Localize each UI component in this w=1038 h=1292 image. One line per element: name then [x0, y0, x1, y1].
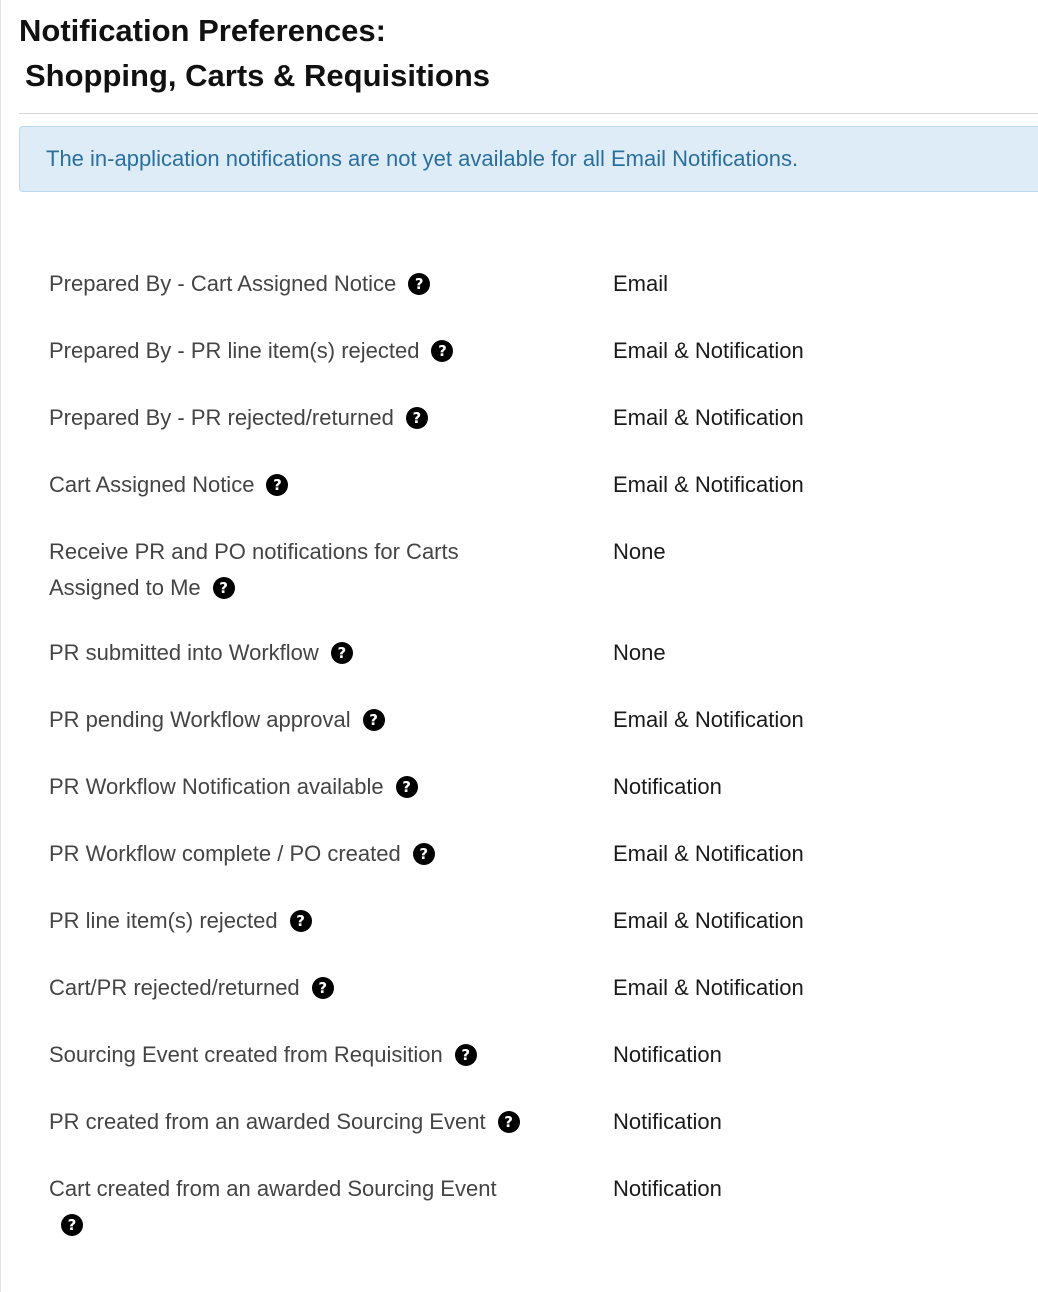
- preference-value: Email: [613, 271, 669, 296]
- preference-row: [49, 970, 1029, 1037]
- preference-label-text: PR created from an awarded Sourcing Event: [49, 1109, 486, 1134]
- preference-row: [49, 702, 1029, 769]
- preference-list: [49, 266, 1029, 1238]
- preference-label: [49, 1171, 529, 1243]
- preference-label-text: PR Workflow complete / PO created: [49, 841, 401, 866]
- info-alert-text: The in-application notifications are not yet available for all Email Notifications.: [46, 146, 799, 171]
- page-title-line-2: Shopping, Carts & Requisitions: [25, 58, 491, 93]
- preference-row: [49, 534, 1029, 635]
- preference-label: [49, 467, 529, 503]
- preference-label-text: Prepared By - PR line item(s) rejected: [49, 338, 420, 363]
- preference-value: Email & Notification: [613, 841, 804, 866]
- preference-label-text: Cart/PR rejected/returned: [49, 975, 300, 1000]
- question-circle-icon[interactable]: ?: [406, 407, 428, 429]
- question-circle-icon[interactable]: ?: [455, 1044, 477, 1066]
- question-circle-icon[interactable]: ?: [408, 273, 430, 295]
- preference-label-text: Sourcing Event created from Requisition: [49, 1042, 443, 1067]
- preference-label: [49, 534, 529, 606]
- question-circle-icon[interactable]: ?: [290, 910, 312, 932]
- preference-label: [49, 400, 529, 436]
- preference-row: [49, 1037, 1029, 1104]
- preference-label: [49, 1037, 529, 1073]
- preference-value: Email & Notification: [613, 338, 804, 363]
- preference-value: Notification: [613, 1109, 722, 1134]
- preference-label-text: PR pending Workflow approval: [49, 707, 351, 732]
- question-circle-icon[interactable]: ?: [413, 843, 435, 865]
- preference-label-text: PR Workflow Notification available: [49, 774, 384, 799]
- question-circle-icon[interactable]: ?: [498, 1111, 520, 1133]
- preference-label: [49, 1104, 529, 1140]
- preference-row: [49, 836, 1029, 903]
- preference-label: [49, 333, 529, 369]
- question-circle-icon[interactable]: ?: [312, 977, 334, 999]
- preference-label-text: Cart Assigned Notice: [49, 472, 255, 497]
- question-circle-icon[interactable]: ?: [61, 1214, 83, 1236]
- preference-label-text: Cart created from an awarded Sourcing Event: [49, 1176, 497, 1201]
- info-alert: [19, 126, 1038, 192]
- preference-label-text: Prepared By - PR rejected/returned: [49, 405, 394, 430]
- preference-value: Email & Notification: [613, 405, 804, 430]
- preference-row: [49, 266, 1029, 333]
- preference-row: [49, 769, 1029, 836]
- question-circle-icon[interactable]: ?: [431, 340, 453, 362]
- preference-label-text: PR line item(s) rejected: [49, 908, 278, 933]
- preference-value: None: [613, 539, 666, 564]
- preference-value: Email & Notification: [613, 975, 804, 1000]
- question-circle-icon[interactable]: ?: [213, 577, 235, 599]
- preference-value: Email & Notification: [613, 472, 804, 497]
- preference-row: [49, 333, 1029, 400]
- title-divider: [19, 113, 1038, 114]
- preference-row: [49, 903, 1029, 970]
- preference-label: [49, 970, 529, 1006]
- preference-value: Notification: [613, 774, 722, 799]
- preference-label: [49, 836, 529, 872]
- preference-value: Notification: [613, 1176, 722, 1201]
- preference-row: [49, 467, 1029, 534]
- preference-label-text: PR submitted into Workflow: [49, 640, 319, 665]
- preference-value: Email & Notification: [613, 908, 804, 933]
- preference-row: [49, 400, 1029, 467]
- preference-row: [49, 635, 1029, 702]
- preference-label-text: Prepared By - Cart Assigned Notice: [49, 271, 397, 296]
- question-circle-icon[interactable]: ?: [363, 709, 385, 731]
- preference-label: [49, 903, 529, 939]
- left-border: [0, 0, 1, 1292]
- question-circle-icon[interactable]: ?: [331, 642, 353, 664]
- preference-value: Email & Notification: [613, 707, 804, 732]
- preference-label: [49, 266, 529, 302]
- preference-value: None: [613, 640, 666, 665]
- preference-row: [49, 1171, 1029, 1238]
- preference-value: Notification: [613, 1042, 722, 1067]
- preference-row: [49, 1104, 1029, 1171]
- page-title-line-1: Notification Preferences:: [19, 13, 386, 48]
- preference-label-text: Receive PR and PO notifications for Carts Assigned to Me: [49, 539, 459, 600]
- question-circle-icon[interactable]: ?: [266, 474, 288, 496]
- page-title: [19, 8, 490, 98]
- preference-label: [49, 769, 529, 805]
- preference-label: [49, 635, 529, 671]
- preference-label: [49, 702, 529, 738]
- question-circle-icon[interactable]: ?: [396, 776, 418, 798]
